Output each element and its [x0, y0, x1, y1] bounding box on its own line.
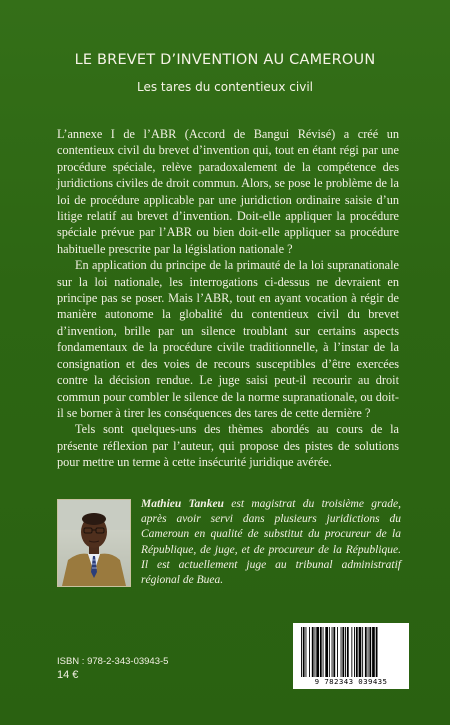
barcode-number: 9 782343 039435 [314, 677, 388, 686]
book-title: LE BREVET D’INVENTION AU CAMEROUN [74, 52, 376, 68]
summary-paragraph-1: L’annexe I de l’ABR (Accord de Bangui Révisé) a créé un contentieux civil du brevet d’invention qui, tout en étant régi par une procédure spéciale, relève paradoxalement de la compétence des juridictions civiles de droit commun. Alors, se pose le problème de la loi de procédure applicable par une juridiction ordinaire saisie d’un litige relatif au brevet d’invention. Doit-elle appliquer la procédure spéciale prévue par l’ABR ou bien doit-elle appliquer sa procédure habituelle prescrite par la législation nationale ? [57, 127, 399, 256]
author-bio-text: est magistrat du troisième grade, après avoir servi dans plusieurs juridictions du Cameroun en qualité de substitut du procureur de la République, de juge, et de procureur de la République. Il est actuellement juge au tribunal administratif régional de Buea. [141, 498, 401, 587]
barcode-bars [299, 627, 403, 677]
summary-paragraph-2: En application du principe de la primauté de la loi supranationale sur la loi nationale, les interrogations ci-dessus ne devraient en principe pas se poser. Mais l’ABR, tout en ayant vocation à régir de manière autonome la globalité du contentieux civil du brevet d’invention, brille par un silence troublant sur certains aspects fondamentaux de la procédure civile traditionnelle, à l’instar de la consignation et des voies de recours susceptibles d’être exercées contre la décision rendue. Le juge saisi peut-il recourir au droit commun pour combler le silence de la norme supranationale, ou doit-il se borner à tirer les conséquences des tares de cette dernière ? [57, 258, 399, 420]
author-name: Mathieu Tankeu [141, 498, 224, 510]
isbn-label: ISBN : 978-2-343-03943-5 [57, 656, 169, 667]
barcode [293, 623, 409, 689]
author-photo-image [58, 500, 130, 586]
price-label: 14 € [57, 669, 79, 681]
summary-text [57, 126, 399, 471]
summary-paragraph-3: Tels sont quelques-uns des thèmes abordés au cours de la présente réflexion par l’auteur, qui propose des pistes de solutions pour mettre un terme à cette insécurité juridique avérée. [57, 422, 399, 470]
author-portrait [57, 499, 131, 587]
book-subtitle: Les tares du contentieux civil [136, 80, 314, 94]
author-bio [141, 497, 401, 588]
